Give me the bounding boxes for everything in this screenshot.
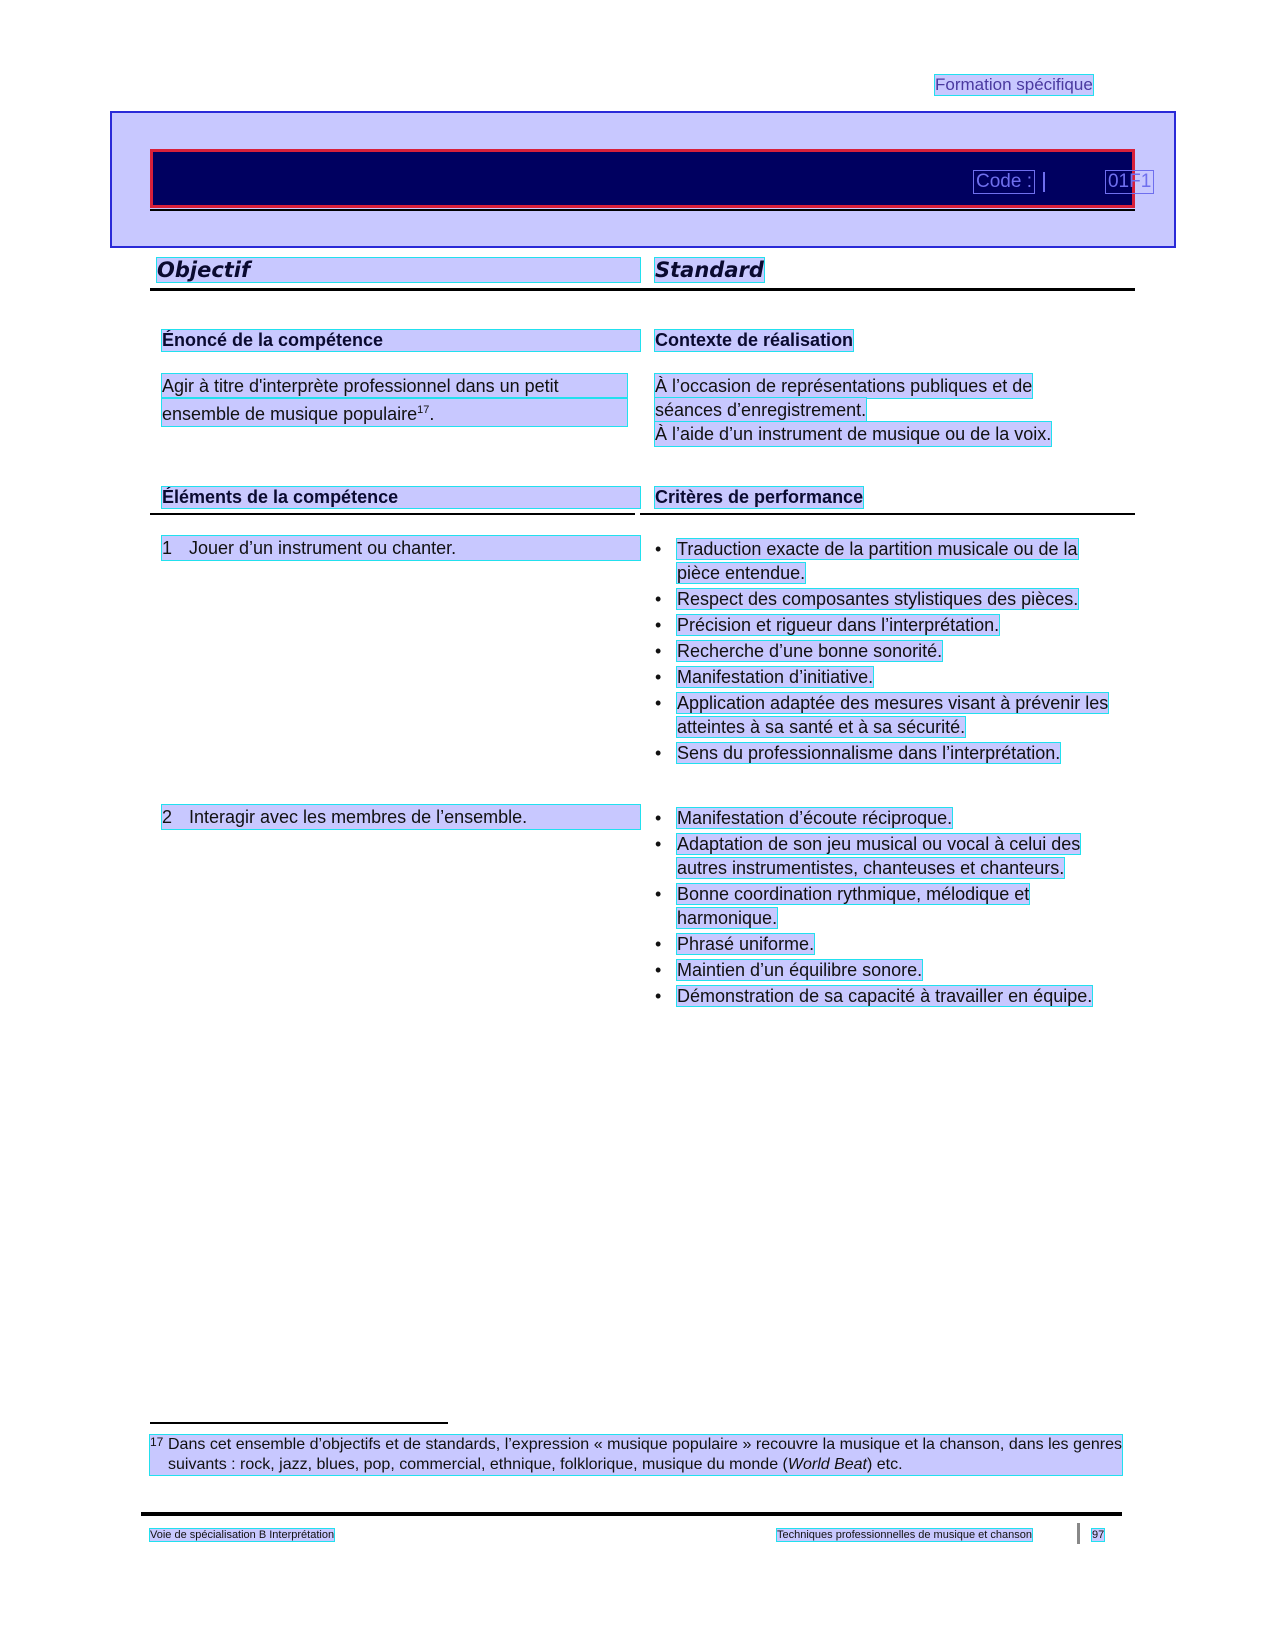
element-text: Jouer d’un instrument ou chanter. bbox=[189, 538, 457, 558]
criterion: • Démonstration de sa capacité à travailler en équipe. bbox=[655, 986, 1093, 1006]
contexte-line-1: À l’occasion de représentations publiques et de bbox=[655, 376, 1033, 396]
criterion: • Manifestation d’écoute réciproque. bbox=[655, 808, 953, 828]
footnote-ref: 17 bbox=[417, 404, 430, 416]
column-header-standard: Standard bbox=[655, 258, 764, 282]
title-bar-shadow-line bbox=[150, 209, 1135, 211]
elements-label: Éléments de la compétence bbox=[162, 487, 640, 508]
footnote-number: 17 bbox=[150, 1435, 164, 1449]
enonce-text bbox=[162, 374, 627, 426]
element-1 bbox=[162, 536, 640, 560]
contexte-text bbox=[655, 374, 1115, 446]
criterion: • Bonne coordination rythmique, mélodique et harmonique. bbox=[655, 884, 1030, 928]
footnote bbox=[150, 1435, 1122, 1475]
running-header: Formation spécifique bbox=[935, 75, 1093, 94]
criteria-list-2 bbox=[655, 806, 1125, 1010]
code-field bbox=[973, 170, 1154, 194]
criterion: • Application adaptée des mesures visant à prévenir les atteintes à sa santé et à sa sécurité. bbox=[655, 693, 1109, 737]
code-separator bbox=[1043, 172, 1045, 192]
code-value: 01F1 bbox=[1105, 170, 1154, 194]
criterion: • Recherche d’une bonne sonorité. bbox=[655, 641, 943, 661]
enonce-line-2: ensemble de musique populaire$^{17}$. bbox=[162, 398, 627, 426]
element-2 bbox=[162, 805, 640, 829]
enonce-line-1: Agir à titre d'interprète professionnel dans un petit bbox=[162, 374, 627, 398]
criterion: • Traduction exacte de la partition musicale ou de la pièce entendue. bbox=[655, 539, 1078, 583]
footer-right-text: Techniques professionnelles de musique et chanson bbox=[777, 1529, 1032, 1541]
footer-left-text: Voie de spécialisation B Interprétation bbox=[150, 1529, 335, 1541]
footer-divider bbox=[1077, 1523, 1080, 1544]
footnote-text: Dans cet ensemble d’objectifs et de standards, l’expression « musique populaire » recouvre la musique et la chanson, dans les genres suivants : rock, jazz, blues, pop, commercial, ethnique, folklorique, musique du monde (World Beat) etc. bbox=[150, 1435, 1122, 1475]
criterion: • Respect des composantes stylistiques des pièces. bbox=[655, 589, 1079, 609]
criterion: • Maintien d’un équilibre sonore. bbox=[655, 960, 923, 980]
element-text: Interagir avec les membres de l’ensemble. bbox=[189, 807, 528, 827]
column-header-objectif: Objectif bbox=[157, 258, 640, 282]
criterion: • Adaptation de son jeu musical ou vocal à celui des autres instrumentistes, chanteuses et chanteurs. bbox=[655, 834, 1081, 878]
contexte-line-3: À l’aide d’un instrument de musique ou de la voix. bbox=[655, 424, 1052, 444]
footnote-rule bbox=[150, 1422, 448, 1424]
criterion: • Manifestation d’initiative. bbox=[655, 667, 874, 687]
criterion: • Précision et rigueur dans l’interprétation. bbox=[655, 615, 1000, 635]
header-rule bbox=[150, 288, 1135, 291]
criteria-list-1 bbox=[655, 537, 1125, 767]
section-rule-right bbox=[640, 513, 1135, 515]
contexte-label: Contexte de réalisation bbox=[655, 330, 854, 350]
criterion: • Phrasé uniforme. bbox=[655, 934, 815, 954]
element-number: 2 bbox=[162, 807, 173, 827]
section-rule-left bbox=[150, 513, 635, 515]
element-number: 1 bbox=[162, 538, 173, 558]
enonce-label: Énoncé de la compétence bbox=[162, 330, 640, 351]
page-number: 97 bbox=[1092, 1529, 1105, 1541]
footer-rule bbox=[141, 1512, 1122, 1516]
criteres-label: Critères de performance bbox=[655, 487, 864, 507]
contexte-line-2: séances d’enregistrement. bbox=[655, 400, 867, 420]
code-label: Code : bbox=[973, 170, 1035, 194]
criterion: • Sens du professionnalisme dans l’interprétation. bbox=[655, 743, 1061, 763]
